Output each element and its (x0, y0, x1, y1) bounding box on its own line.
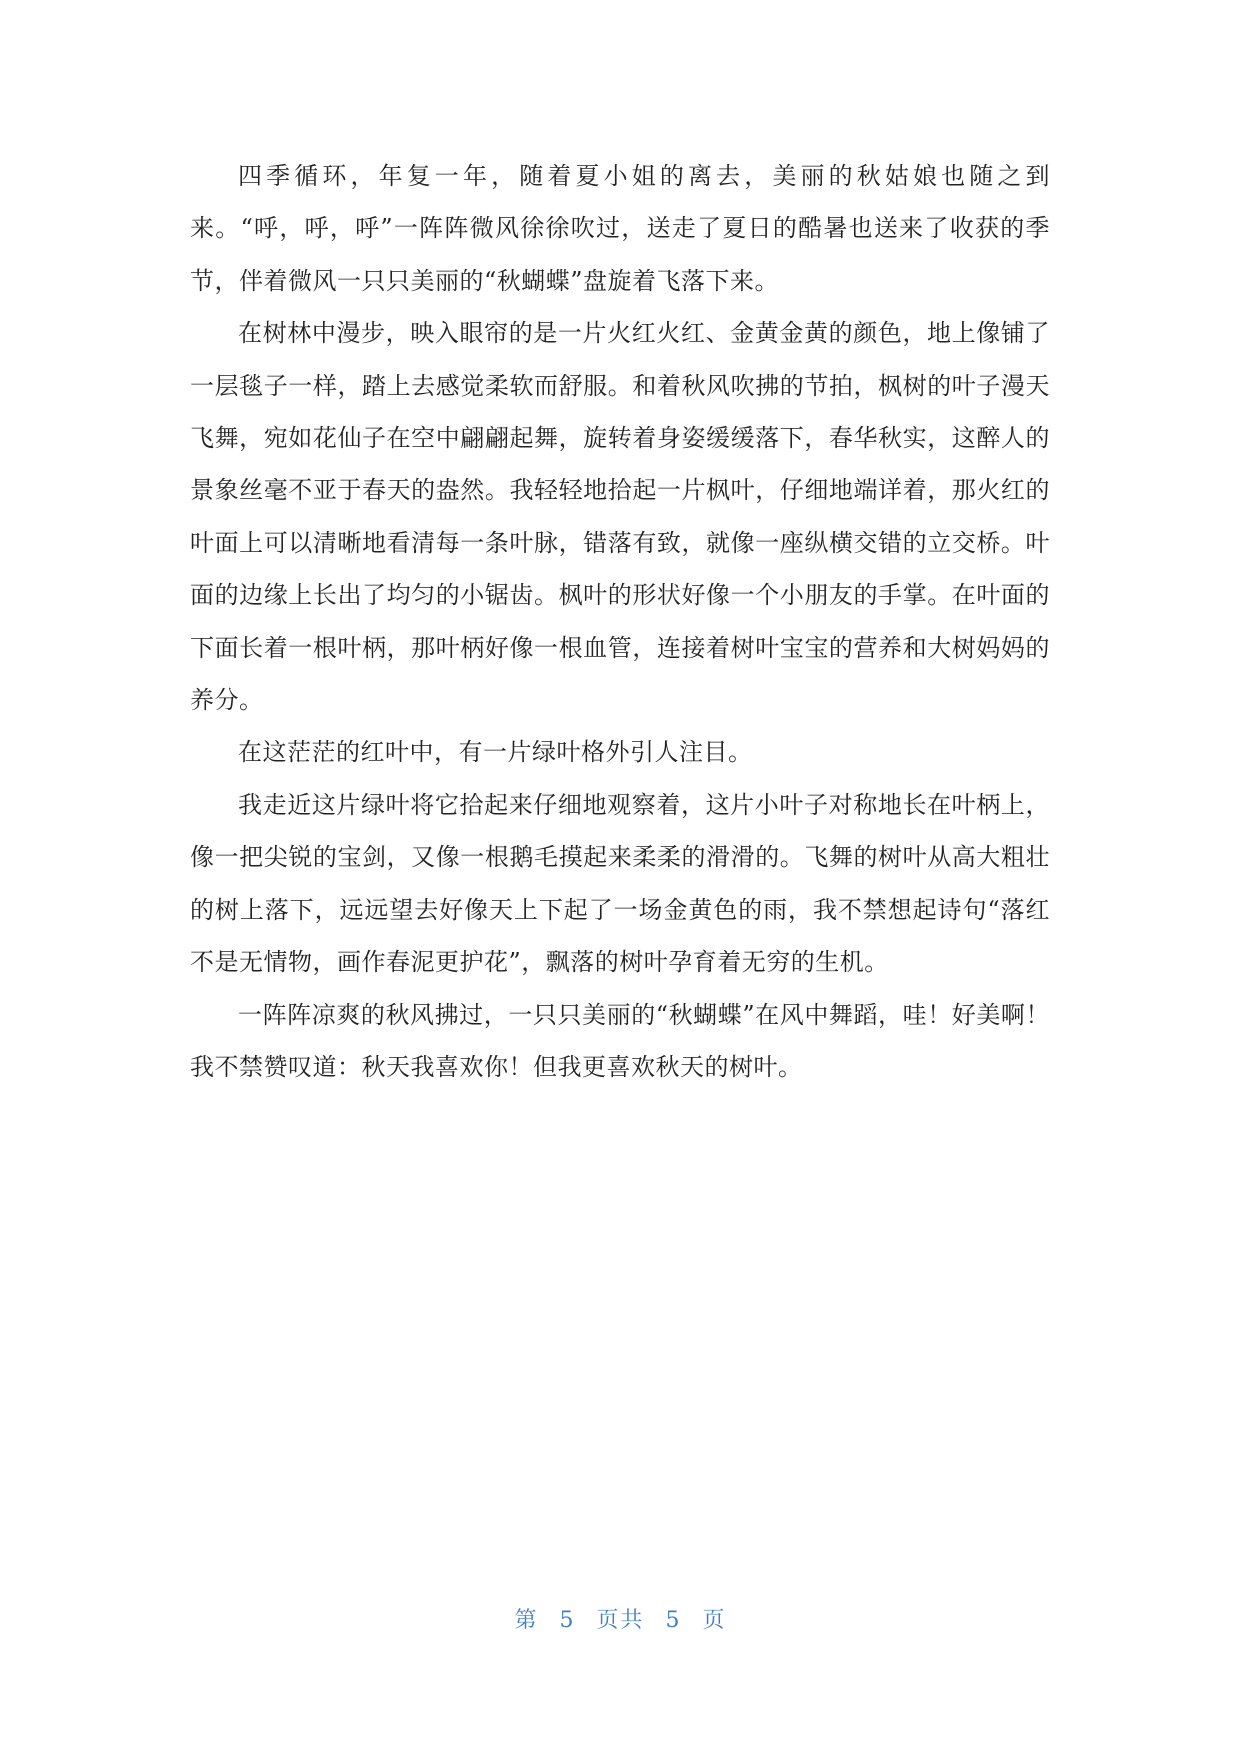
footer-suffix: 页 (702, 1608, 727, 1633)
footer-prefix: 第 (514, 1608, 539, 1633)
paragraph-3: 在这茫茫的红叶中，有一片绿叶格外引人注目。 (238, 738, 753, 767)
paragraph-4: 我走近这片绿叶将它拾起来仔细地观察着，这片小叶子对称地长在叶柄上，像一把尖锐的宝剑，又像一根鹅毛摸起来柔柔的滑滑的。飞舞的树叶从高大粗壮的树上落下，远远望去好像天上下起了一场金黄色的雨，我不禁想起诗句“落红不是无情物，画作春泥更护花”，飘落的树叶孕育着无穷的生机。 (190, 790, 1050, 977)
paragraph-1: 四季循环，年复一年，随着夏小姐的离去，美丽的秋姑娘也随之到来。“呼，呼，呼”一阵阵微风徐徐吹过，送走了夏日的酷暑也送来了收获的季节，伴着微风一只只美丽的“秋蝴蝶”盘旋着飞落下来。 (190, 162, 1050, 295)
footer-total-pages: 5 (665, 1608, 682, 1633)
paragraph-2: 在树林中漫步，映入眼帘的是一片火红火红、金黄金黄的颜色，地上像铺了一层毯子一样，踏上去感觉柔软而舒服。和着秋风吹拂的节拍，枫树的叶子漫天飞舞，宛如花仙子在空中翩翩起舞，旋转着身姿缓缓落下，春华秋实，这醉人的景象丝毫不亚于春天的盎然。我轻轻地拾起一片枫叶，仔细地端详着，那火红的叶面上可以清晰地看清每一条叶脉，错落有致，就像一座纵横交错的立交桥。叶面的边缘上长出了均匀的小锯齿。枫叶的形状好像一个小朋友的手掌。在叶面的下面长着一根叶柄，那叶柄好像一根血管，连接着树叶宝宝的营养和大树妈妈的养分。 (190, 319, 1050, 715)
paragraph-5: 一阵阵凉爽的秋风拂过，一只只美丽的“秋蝴蝶”在风中舞蹈，哇！好美啊！我不禁赞叹道：秋天我喜欢你！但我更喜欢秋天的树叶。 (190, 1000, 1050, 1081)
document-body (190, 150, 1050, 1093)
footer-middle: 页共 (596, 1608, 645, 1633)
page-footer (0, 1606, 1241, 1636)
footer-current-page: 5 (559, 1608, 576, 1633)
